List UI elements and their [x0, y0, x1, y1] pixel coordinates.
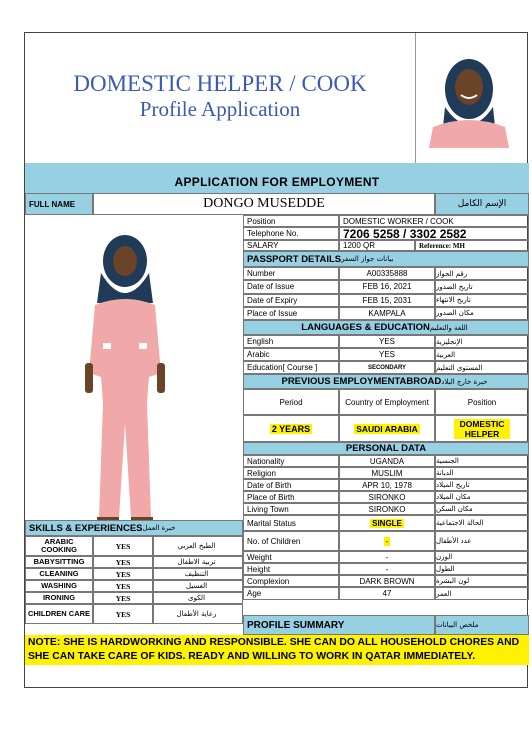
salary-value: 1200 QR — [339, 240, 415, 251]
position-header: Position — [435, 389, 529, 415]
skill-label-ar: الطبخ العربي — [153, 536, 243, 556]
language-row-label-ar: الإنجليزية — [435, 335, 529, 348]
personal-row-label-ar: عدد الأطفال — [435, 531, 529, 551]
language-row-value: YES — [339, 335, 435, 348]
skill-label-ar: التنظيف — [153, 568, 243, 580]
personal-row-value-text: MUSLIM — [371, 468, 403, 478]
skill-value: YES — [93, 580, 153, 592]
skill-label: ARABIC COOKING — [25, 536, 93, 556]
personal-row-label-ar: الجنسية — [435, 455, 529, 467]
period-cell — [243, 415, 339, 442]
personal-row-label: Weight — [243, 551, 339, 563]
passport-row-label-ar: رقم الجواز — [435, 267, 529, 280]
personal-row-value — [339, 479, 435, 491]
employment-section-header — [243, 374, 529, 389]
skill-label-ar: الكوى — [153, 592, 243, 604]
language-row-label-ar: العربية — [435, 348, 529, 361]
full-body-photo — [75, 233, 175, 525]
personal-row-label: No. of Children — [243, 531, 339, 551]
language-row-value: YES — [339, 348, 435, 361]
passport-row-label: Number — [243, 267, 339, 280]
personal-row-value-text: UGANDA — [369, 456, 405, 466]
languages-section-header — [243, 320, 529, 335]
personal-row-value — [339, 491, 435, 503]
reference: Reference: MH — [415, 240, 529, 251]
personal-row-value — [339, 531, 435, 551]
passport-row-label-ar: تاريخ الانتهاء — [435, 294, 529, 307]
passport-row-label: Date of Issue — [243, 280, 339, 293]
personal-row-label: Living Town — [243, 503, 339, 515]
full-name-label-ar: الإسم الكامل — [435, 193, 529, 215]
skill-label: IRONING — [25, 592, 93, 604]
salary-label: SALARY — [243, 240, 339, 251]
title-line1: DOMESTIC HELPER / COOK — [73, 71, 367, 96]
skill-value: YES — [93, 592, 153, 604]
personal-section-header: PERSONAL DATA — [243, 442, 529, 455]
language-row-label: Arabic — [243, 348, 339, 361]
passport-row-label-ar: مكان الصدور — [435, 307, 529, 320]
skill-value: YES — [93, 536, 153, 556]
personal-row-label-ar: تاريخ الميلاد — [435, 479, 529, 491]
personal-row-label: Place of Birth — [243, 491, 339, 503]
skill-value: YES — [93, 556, 153, 568]
personal-row-label: Complexion — [243, 575, 339, 587]
full-name-label: FULL NAME — [25, 193, 93, 215]
personal-row-value-text: 47 — [382, 589, 392, 598]
passport-title: PASSPORT DETAILS — [247, 253, 342, 265]
personal-row-label: Date of Birth — [243, 479, 339, 491]
personal-row-label: Nationality — [243, 455, 339, 467]
employment-title-ar: خبرة خارج البلاد — [441, 377, 488, 386]
country-value: SAUDI ARABIA — [356, 423, 418, 434]
personal-row-value — [339, 587, 435, 600]
personal-row-label: Marital Status — [243, 515, 339, 531]
personal-row-label-ar: الحالة الاجتماعية — [435, 515, 529, 531]
period-value: 2 YEARS — [271, 423, 311, 434]
skill-label-ar: الغسيل — [153, 580, 243, 592]
full-name-value: DONGO MUSEDDE — [93, 193, 435, 215]
personal-row-value — [339, 515, 435, 531]
skill-label: CLEANING — [25, 568, 93, 580]
skill-label: CHILDREN CARE — [25, 604, 93, 624]
personal-row-value-text: - — [385, 536, 389, 546]
personal-row-label-ar: لون البشرة — [435, 575, 529, 587]
passport-title-ar: بيانات جواز السفر — [341, 255, 394, 263]
summary-title: PROFILE SUMMARY — [243, 615, 435, 635]
personal-row-label-ar: مكان السكن — [435, 503, 529, 515]
personal-row-value-text: - — [385, 552, 389, 562]
skill-label: BABYSITTING — [25, 556, 93, 568]
language-row-label: English — [243, 335, 339, 348]
prev-position-cell — [435, 415, 529, 442]
personal-row-value-text: DARK BROWN — [359, 576, 415, 586]
passport-row-value: FEB 15, 2031 — [339, 294, 435, 307]
skill-label: WASHING — [25, 580, 93, 592]
skill-value: YES — [93, 604, 153, 624]
telephone-value: 7206 5258 / 3302 2582 — [339, 227, 529, 240]
profile-note: NOTE: SHE IS HARDWORKING AND RESPONSIBLE. SHE CAN DO ALL HOUSEHOLD CHORES AND SHE CAN TAKE CARE OF KIDS. READY AND WILLING TO WORK IN QATAR IMMEDIATELY. — [25, 635, 529, 665]
personal-row-label-ar: الوزن — [435, 551, 529, 563]
form-title — [25, 71, 415, 121]
personal-row-value-text: SIRONKO — [368, 492, 406, 502]
skill-label-ar: رعاية الأطفال — [153, 604, 243, 624]
form-header — [25, 33, 529, 163]
country-header: Country of Employment — [339, 389, 435, 415]
personal-row-value-text: SIRONKO — [368, 504, 406, 514]
summary-title-ar: ملخص البيانات — [435, 615, 529, 635]
employment-title: PREVIOUS EMPLOYMENTABROAD — [281, 376, 442, 387]
personal-row-label-ar: مكان الميلاد — [435, 491, 529, 503]
personal-row-label-ar: الطول — [435, 563, 529, 575]
passport-row-value: KAMPALA — [339, 307, 435, 320]
personal-row-label-ar: الديانة — [435, 467, 529, 479]
passport-row-value: A00335888 — [339, 267, 435, 280]
country-cell — [339, 415, 435, 442]
skills-section-header — [25, 520, 243, 536]
passport-row-value: FEB 16, 2021 — [339, 280, 435, 293]
personal-row-value — [339, 503, 435, 515]
skills-title: SKILLS & EXPERIENCES — [29, 522, 143, 534]
personal-row-value-text: APR 10, 1978 — [362, 480, 412, 490]
passport-row-label-ar: تاريخ الصدور — [435, 280, 529, 293]
passport-row-label: Place of Issue — [243, 307, 339, 320]
personal-row-label: Height — [243, 563, 339, 575]
language-row-label: Education[ Course ] — [243, 361, 339, 374]
personal-row-label: Age — [243, 587, 339, 600]
personal-row-value — [339, 575, 435, 587]
portrait-photo — [423, 47, 515, 148]
period-header: Period — [243, 389, 339, 415]
application-title: APPLICATION FOR EMPLOYMENT — [174, 175, 380, 189]
skill-label-ar: تربية الاطفال — [153, 556, 243, 568]
passport-section-header — [243, 251, 529, 267]
language-row-value: SECONDARY — [339, 361, 435, 374]
personal-row-value-text: SINGLE — [372, 518, 402, 528]
personal-row-value — [339, 563, 435, 575]
telephone-label: Telephone No. — [243, 227, 339, 240]
passport-row-label: Date of Expiry — [243, 294, 339, 307]
prev-position-value: DOMESTIC HELPER — [454, 419, 510, 439]
skill-value: YES — [93, 568, 153, 580]
position-value: DOMESTIC WORKER / COOK — [339, 215, 529, 227]
personal-row-label: Religion — [243, 467, 339, 479]
languages-title-ar: اللغة والتعليم — [429, 323, 468, 332]
personal-row-value — [339, 551, 435, 563]
personal-row-value — [339, 455, 435, 467]
position-label: Position — [243, 215, 339, 227]
personal-row-label-ar: العمر — [435, 587, 529, 600]
title-line2: Profile Application — [139, 97, 301, 121]
skills-title-ar: خبرة العمل — [142, 524, 176, 532]
language-row-label-ar: المستوى التعليم — [435, 361, 529, 374]
languages-title: LANGUAGES & EDUCATION — [301, 322, 430, 333]
application-form — [24, 32, 528, 688]
personal-row-value — [339, 467, 435, 479]
personal-row-value-text: - — [385, 564, 389, 574]
header-divider — [415, 33, 416, 163]
